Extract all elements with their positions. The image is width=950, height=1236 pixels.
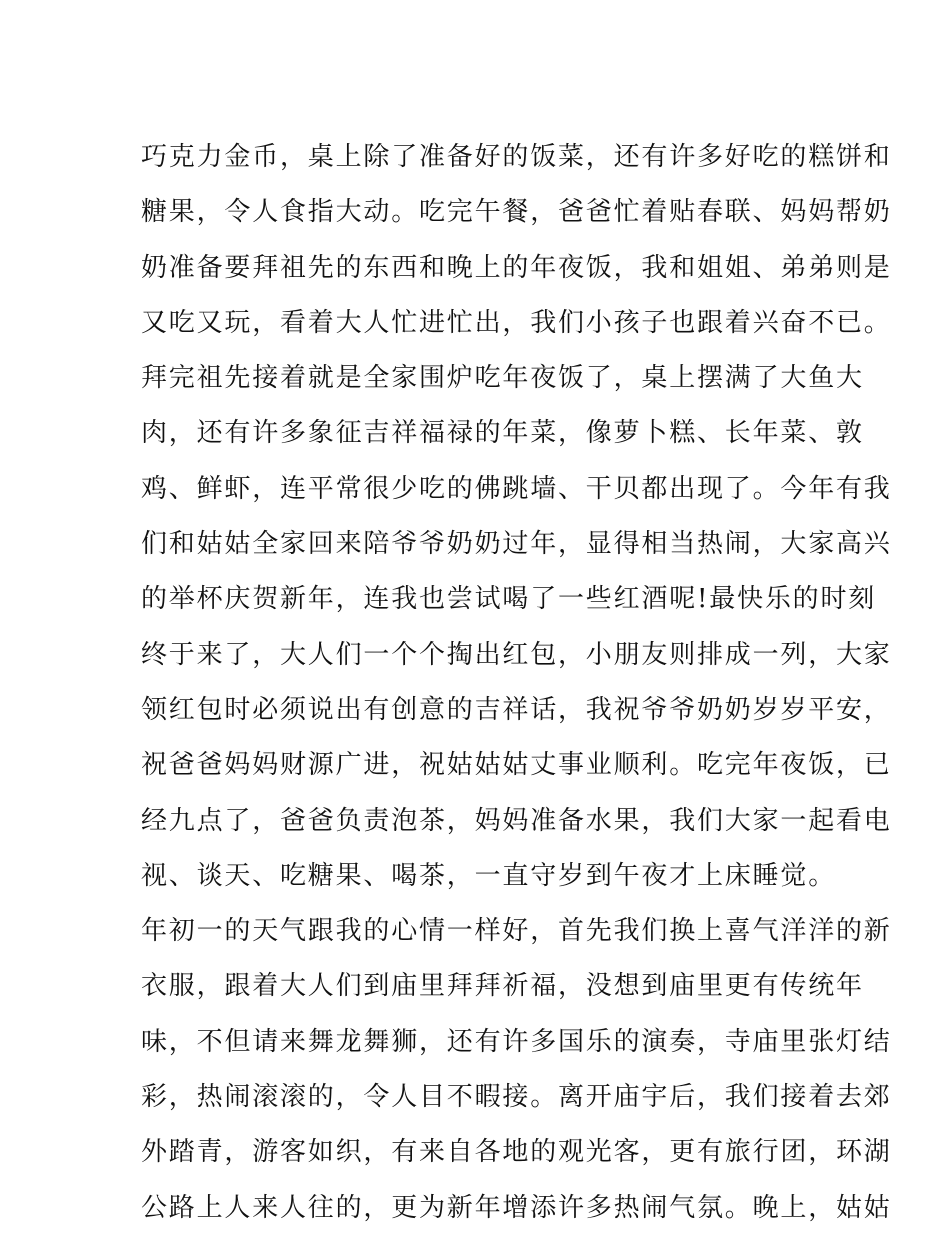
text-line: 彩，热闹滚滚的，令人目不暇接。离开庙宇后，我们接着去郊 — [141, 1082, 892, 1113]
text-line: 衣服，跟着大人们到庙里拜拜祈福，没想到庙里更有传统年 — [141, 971, 864, 1002]
text-line: 肉，还有许多象征吉祥福禄的年菜，像萝卜糕、长年菜、敦 — [141, 418, 864, 449]
text-line: 奶准备要拜祖先的东西和晚上的年夜饭，我和姐姐、弟弟则是 — [141, 252, 892, 283]
text-line: 年初一的天气跟我的心情一样好，首先我们换上喜气洋洋的新 — [141, 916, 892, 947]
text-line: 公路上人来人往的，更为新年增添许多热闹气氛。晚上，姑姑 — [141, 1192, 892, 1223]
text-line: 经九点了，爸爸负责泡茶，妈妈准备水果，我们大家一起看电 — [141, 805, 892, 836]
text-line: 又吃又玩，看着大人忙进忙出，我们小孩子也跟着兴奋不已。 — [141, 307, 892, 338]
text-line: 们和姑姑全家回来陪爷爷奶奶过年，显得相当热闹，大家高兴 — [141, 529, 892, 560]
text-line: 终于来了，大人们一个个掏出红包，小朋友则排成一列，大家 — [141, 639, 892, 670]
text-line: 视、谈天、吃糖果、喝茶，一直守岁到午夜才上床睡觉。 — [141, 860, 837, 891]
text-line: 的举杯庆贺新年，连我也尝试喝了一些红酒呢!最快乐的时刻 — [141, 584, 877, 615]
text-line: 拜完祖先接着就是全家围炉吃年夜饭了，桌上摆满了大鱼大 — [141, 363, 864, 394]
text-line: 巧克力金币，桌上除了准备好的饭菜，还有许多好吃的糕饼和 — [141, 142, 892, 172]
text-line: 味，不但请来舞龙舞狮，还有许多国乐的演奏，寺庙里张灯结 — [141, 1026, 892, 1057]
text-line: 领红包时必须说出有创意的吉祥话，我祝爷爷奶奶岁岁平安， — [141, 694, 892, 725]
text-line: 糖果，令人食指大动。吃完午餐，爸爸忙着贴春联、妈妈帮奶 — [141, 197, 892, 228]
text-line: 祝爸爸妈妈财源广进，祝姑姑姑丈事业顺利。吃完年夜饭，已 — [141, 750, 892, 781]
document-body — [141, 130, 892, 1236]
text-line: 鸡、鲜虾，连平常很少吃的佛跳墙、干贝都出现了。今年有我 — [141, 473, 892, 504]
text-line: 外踏青，游客如织，有来自各地的观光客，更有旅行团，环湖 — [141, 1137, 892, 1168]
